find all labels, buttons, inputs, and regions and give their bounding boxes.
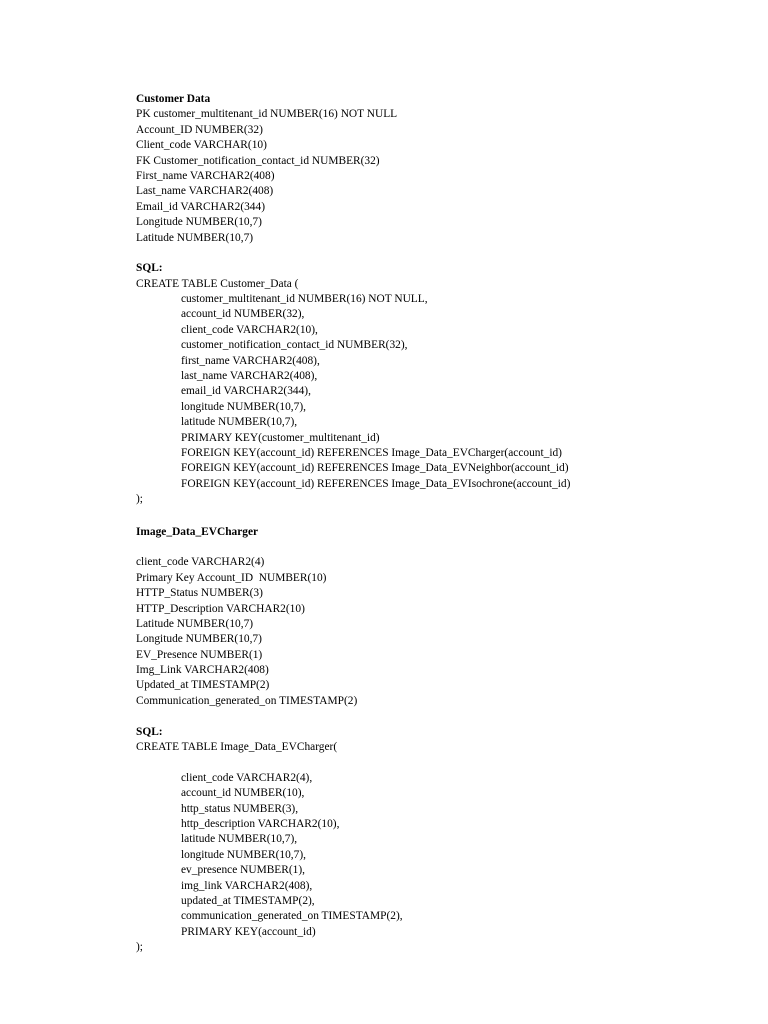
- sql-line: PRIMARY KEY(customer_multitenant_id): [181, 431, 380, 444]
- field-line: HTTP_Status NUMBER(3): [136, 587, 263, 600]
- field-line: Client_code VARCHAR(10): [136, 139, 267, 152]
- sql-line: email_id VARCHAR2(344),: [181, 385, 311, 398]
- sql-line: account_id NUMBER(32),: [181, 308, 305, 321]
- sql-line: http_description VARCHAR2(10),: [181, 817, 340, 830]
- field-line: EV_Presence NUMBER(1): [136, 648, 263, 661]
- field-line: Communication_generated_on TIMESTAMP(2): [136, 694, 358, 707]
- sql-line: customer_notification_contact_id NUMBER(32),: [181, 339, 408, 352]
- sql-close: );: [136, 493, 143, 506]
- field-line: FK Customer_notification_contact_id NUMBER(32): [136, 154, 380, 167]
- sql-label: SQL:: [136, 262, 163, 275]
- document-body: [136, 92, 736, 955]
- field-line: Img_Link VARCHAR2(408): [136, 664, 269, 677]
- image-data-evcharger-heading: Image_Data_EVCharger: [136, 525, 259, 538]
- field-line: Account_ID NUMBER(32): [136, 123, 263, 136]
- sql-line: longitude NUMBER(10,7),: [181, 848, 306, 861]
- sql-create-statement: CREATE TABLE Image_Data_EVCharger(: [136, 741, 338, 754]
- sql-line: client_code VARCHAR2(4),: [181, 771, 313, 784]
- sql-line: client_code VARCHAR2(10),: [181, 323, 318, 336]
- field-line: HTTP_Description VARCHAR2(10): [136, 602, 305, 615]
- customer-data-heading: Customer Data: [136, 93, 211, 105]
- sql-line: ev_presence NUMBER(1),: [181, 864, 305, 877]
- field-line: Longitude NUMBER(10,7): [136, 216, 262, 229]
- sql-line: img_link VARCHAR2(408),: [181, 879, 313, 892]
- field-line: Latitude NUMBER(10,7): [136, 231, 254, 244]
- field-line: First_name VARCHAR2(408): [136, 169, 275, 182]
- field-line: Primary Key Account_ID NUMBER(10): [136, 571, 327, 584]
- sql-line: FOREIGN KEY(account_id) REFERENCES Image_Data_EVCharger(account_id): [181, 446, 562, 459]
- sql-line: FOREIGN KEY(account_id) REFERENCES Image_Data_EVIsochrone(account_id): [181, 477, 571, 490]
- sql-line: PRIMARY KEY(account_id): [181, 925, 316, 938]
- sql-line: latitude NUMBER(10,7),: [181, 416, 298, 429]
- field-line: Updated_at TIMESTAMP(2): [136, 679, 270, 692]
- sql-line: customer_multitenant_id NUMBER(16) NOT NULL,: [181, 293, 428, 306]
- sql-line: latitude NUMBER(10,7),: [181, 833, 298, 846]
- field-line: Last_name VARCHAR2(408): [136, 185, 274, 198]
- field-line: Longitude NUMBER(10,7): [136, 633, 262, 646]
- sql-line: communication_generated_on TIMESTAMP(2),: [181, 910, 403, 923]
- field-line: Latitude NUMBER(10,7): [136, 617, 254, 630]
- sql-line: http_status NUMBER(3),: [181, 802, 299, 815]
- customer-data-section: [136, 92, 736, 508]
- sql-label: SQL:: [136, 725, 163, 738]
- sql-line: updated_at TIMESTAMP(2),: [181, 894, 315, 907]
- sql-line: account_id NUMBER(10),: [181, 787, 305, 800]
- image-data-evcharger-section: [136, 525, 736, 956]
- sql-close: );: [136, 941, 143, 954]
- sql-line: longitude NUMBER(10,7),: [181, 400, 306, 413]
- field-line: PK customer_multitenant_id NUMBER(16) NOT NULL: [136, 108, 398, 121]
- sql-line: last_name VARCHAR2(408),: [181, 370, 318, 383]
- sql-line: first_name VARCHAR2(408),: [181, 354, 320, 367]
- sql-line: FOREIGN KEY(account_id) REFERENCES Image_Data_EVNeighbor(account_id): [181, 462, 569, 475]
- field-line: client_code VARCHAR2(4): [136, 556, 265, 569]
- sql-create-statement: CREATE TABLE Customer_Data (: [136, 277, 299, 290]
- field-line: Email_id VARCHAR2(344): [136, 200, 265, 213]
